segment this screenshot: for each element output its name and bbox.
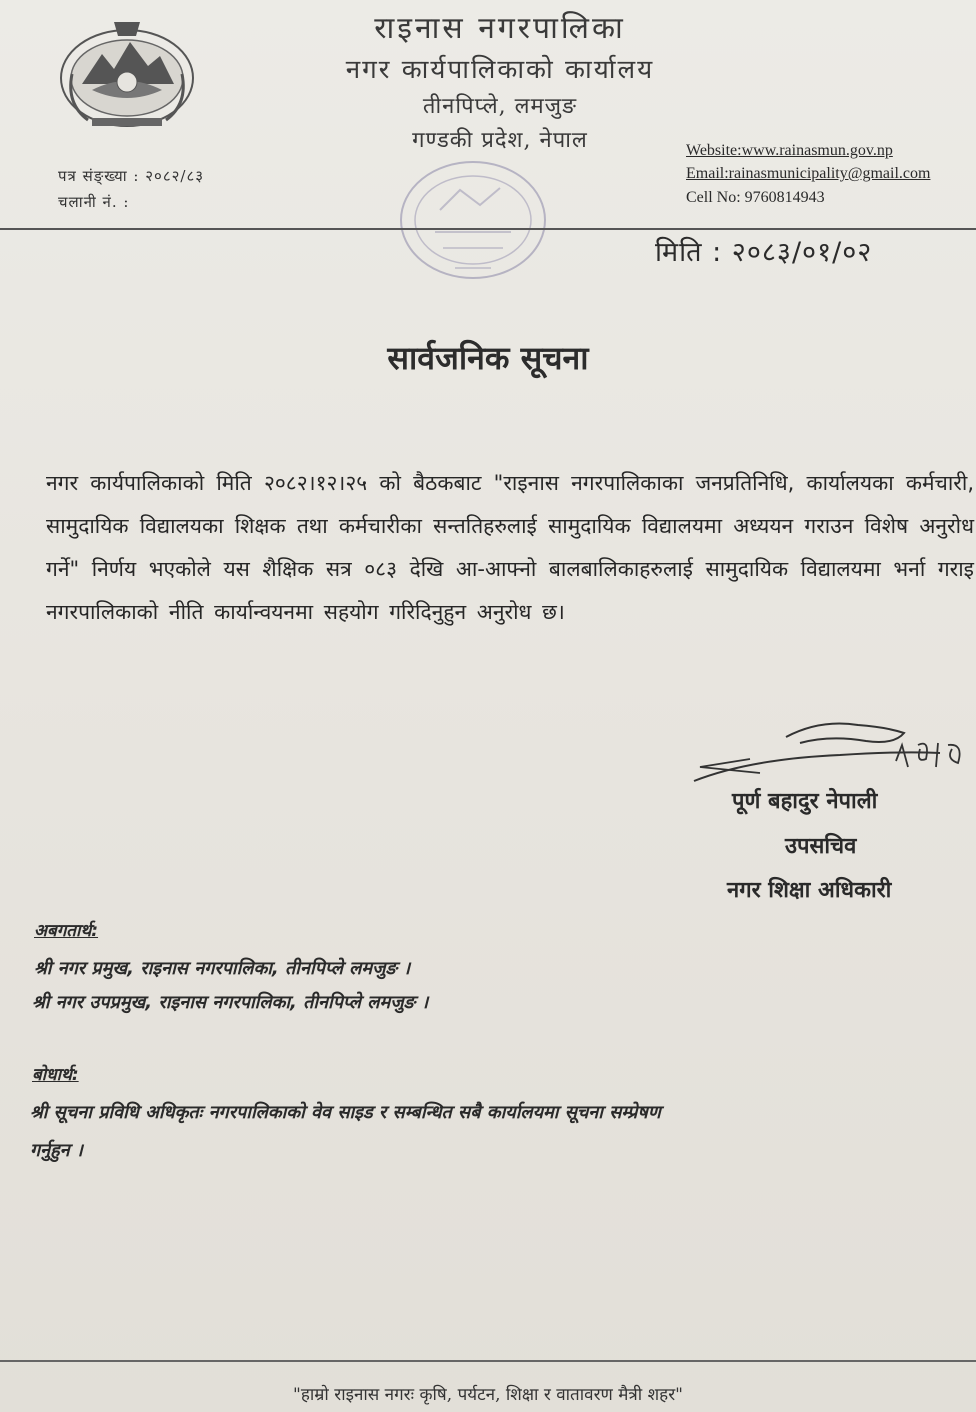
dispatch-number: चलानी नं. : bbox=[58, 193, 130, 211]
signatory-name: पूर्ण बहादुर नेपाली bbox=[732, 789, 878, 814]
office-name: नगर कार्यपालिकाको कार्यालय bbox=[345, 55, 655, 85]
notice-body: नगर कार्यपालिकाको मिति २०८२।१२।२५ को बैठकबाट "राइनास नगरपालिकाका जनप्रतिनिधि, कार्यालयका कर्मचारी, सामुदायिक विद्यालयका शिक्षक तथा कर्मचारीका सन्ततिहरुलाई सामुदायिक विद्यालयमा अध्ययन गराउन विशेष अनुरोध गर्ने" निर्णय भएकोले यस शैक्षिक सत्र ०८३ देखि आ-आफ्नो बालबालिकाहरुलाई सामुदायिक विद्यालयमा भर्ना गराइ नगरपालिकाको नीति कार्यान्वयनमा सहयोग गरिदिनुहुन अनुरोध छ। bbox=[46, 471, 974, 624]
website-text: Website:www.rainasmun.gov.np bbox=[686, 142, 893, 159]
footer-slogan: "हाम्रो राइनास नगरः कृषि, पर्यटन, शिक्षा र वातावरण मैत्री शहर" bbox=[293, 1385, 683, 1405]
signatory-role: नगर शिक्षा अधिकारी bbox=[727, 878, 892, 903]
office-location: तीनपिप्ले, लमजुङ bbox=[422, 94, 578, 119]
action-heading: बोधार्थ: bbox=[32, 1065, 79, 1085]
action-line-2: गर्नुहुन । bbox=[30, 1140, 83, 1161]
signature-scribble bbox=[690, 715, 976, 795]
email-text: Email:rainasmunicipality@gmail.com bbox=[686, 165, 931, 182]
footer-divider bbox=[0, 1360, 976, 1362]
action-line-1: श्री सूचना प्रविधि अधिकृतः नगरपालिकाको वेव साइड र सम्बन्धित सबै कार्यालयमा सूचना सम्प्रेषण bbox=[30, 1102, 661, 1123]
nepal-emblem-icon bbox=[52, 14, 202, 134]
letter-number: पत्र संङ्ख्या : २०८२/८३ bbox=[58, 167, 205, 185]
info-recipient-1: श्री नगर प्रमुख, राइनास नगरपालिका, तीनपिप्ले लमजुङ । bbox=[34, 958, 411, 979]
office-province: गण्डकी प्रदेश, नेपाल bbox=[412, 128, 588, 153]
notice-date: मिति : २०८३/०१/०२ bbox=[655, 237, 873, 268]
header-divider bbox=[0, 228, 976, 230]
office-seal-stamp bbox=[385, 150, 565, 300]
signatory-post: उपसचिव bbox=[785, 834, 857, 859]
cell-text: Cell No: 9760814943 bbox=[686, 189, 825, 206]
notice-title: सार्वजनिक सूचना bbox=[387, 339, 589, 377]
municipality-name: राइनास नगरपालिका bbox=[374, 11, 626, 46]
info-recipient-2: श्री नगर उपप्रमुख, राइनास नगरपालिका, तीनपिप्ले लमजुङ । bbox=[32, 992, 429, 1013]
info-heading: अबगतार्थ: bbox=[34, 921, 99, 941]
